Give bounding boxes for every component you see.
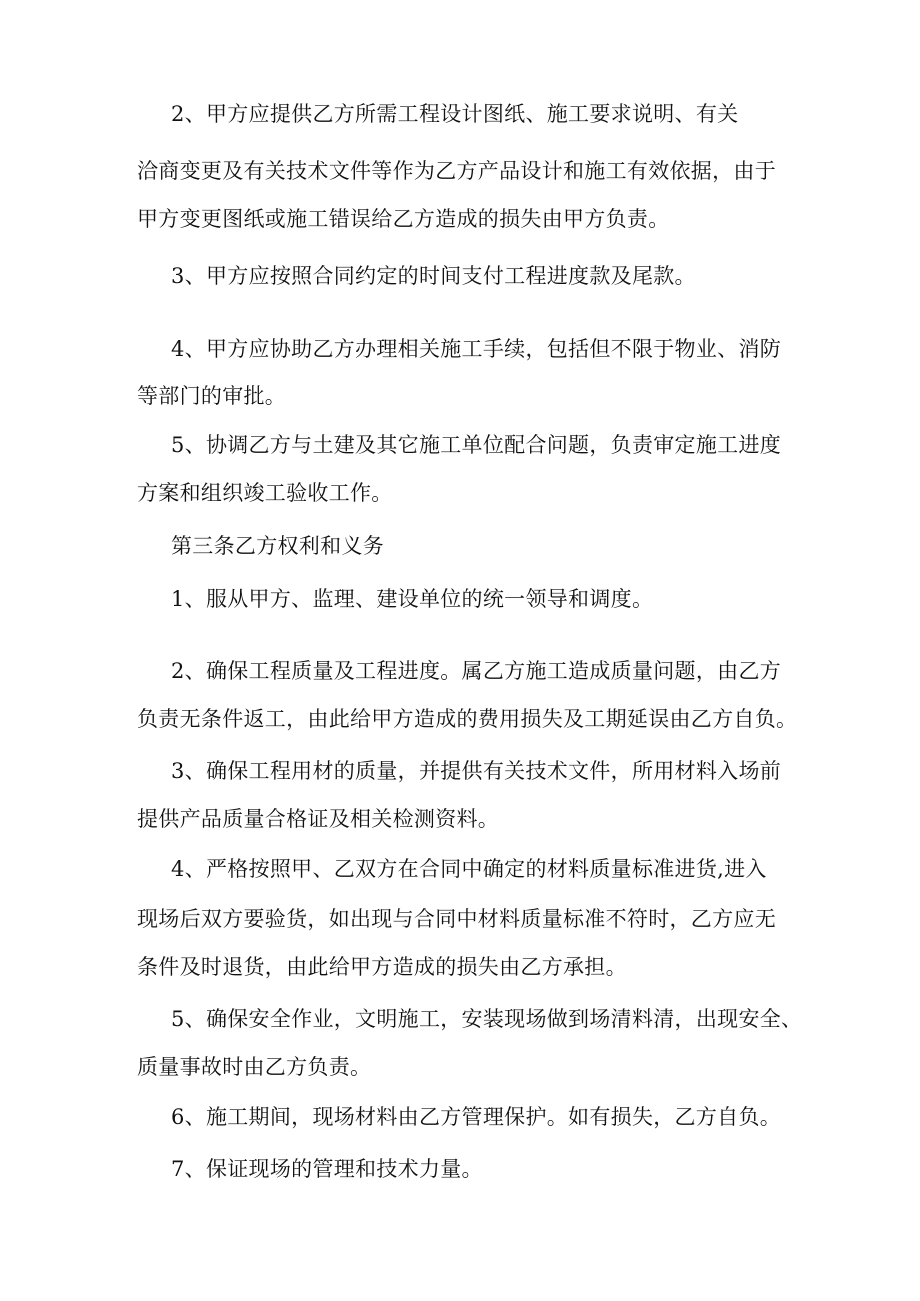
paragraph-line: 6、施工期间，现场材料由乙方管理保护。如有损失，乙方自负。 <box>171 1105 782 1129</box>
paragraph-line: 5、确保安全作业，文明施工，安装现场做到场清料清，出现安全、 <box>171 1007 803 1031</box>
paragraph-line: 5、协调乙方与土建及其它施工单位配合问题，负责审定施工进度 <box>171 433 782 457</box>
paragraph-line: 方案和组织竣工验收工作。 <box>137 481 393 505</box>
paragraph-line: 4、严格按照甲、乙双方在合同中确定的材料质量标准进货,进入 <box>171 857 767 881</box>
section-heading: 第三条乙方权利和义务 <box>171 534 384 558</box>
paragraph-line: 质量事故时由乙方负责。 <box>137 1055 372 1079</box>
paragraph-line: 现场后双方要验货，如出现与合同中材料质量标准不符时，乙方应无 <box>137 907 776 931</box>
paragraph-line: 洽商变更及有关技术文件等作为乙方产品设计和施工有效依据，由于 <box>137 159 776 183</box>
paragraph-line: 4、甲方应协助乙方办理相关施工手续，包括但不限于物业、消防 <box>171 337 782 361</box>
paragraph-line: 甲方变更图纸或施工错误给乙方造成的损失由甲方负责。 <box>137 207 670 231</box>
paragraph-line: 1、服从甲方、监理、建设单位的统一领导和调度。 <box>171 587 654 611</box>
paragraph-line: 2、确保工程质量及工程进度。属乙方施工造成质量问题，由乙方 <box>171 659 782 683</box>
paragraph-line: 提供产品质量合格证及相关检测资料。 <box>137 807 500 831</box>
paragraph-line: 3、确保工程用材的质量，并提供有关技术文件，所用材料入场前 <box>171 759 782 783</box>
paragraph-line: 3、甲方应按照合同约定的时间支付工程进度款及尾款。 <box>171 264 696 288</box>
paragraph-line: 负责无条件返工，由此给甲方造成的费用损失及工期延误由乙方自负。 <box>137 707 798 731</box>
paragraph-line: 2、甲方应提供乙方所需工程设计图纸、施工要求说明、有关 <box>171 102 739 126</box>
paragraph-line: 等部门的审批。 <box>137 384 287 408</box>
paragraph-line: 7、保证现场的管理和技术力量。 <box>171 1157 483 1181</box>
paragraph-line: 条件及时退货，由此给甲方造成的损失由乙方承担。 <box>137 955 627 979</box>
